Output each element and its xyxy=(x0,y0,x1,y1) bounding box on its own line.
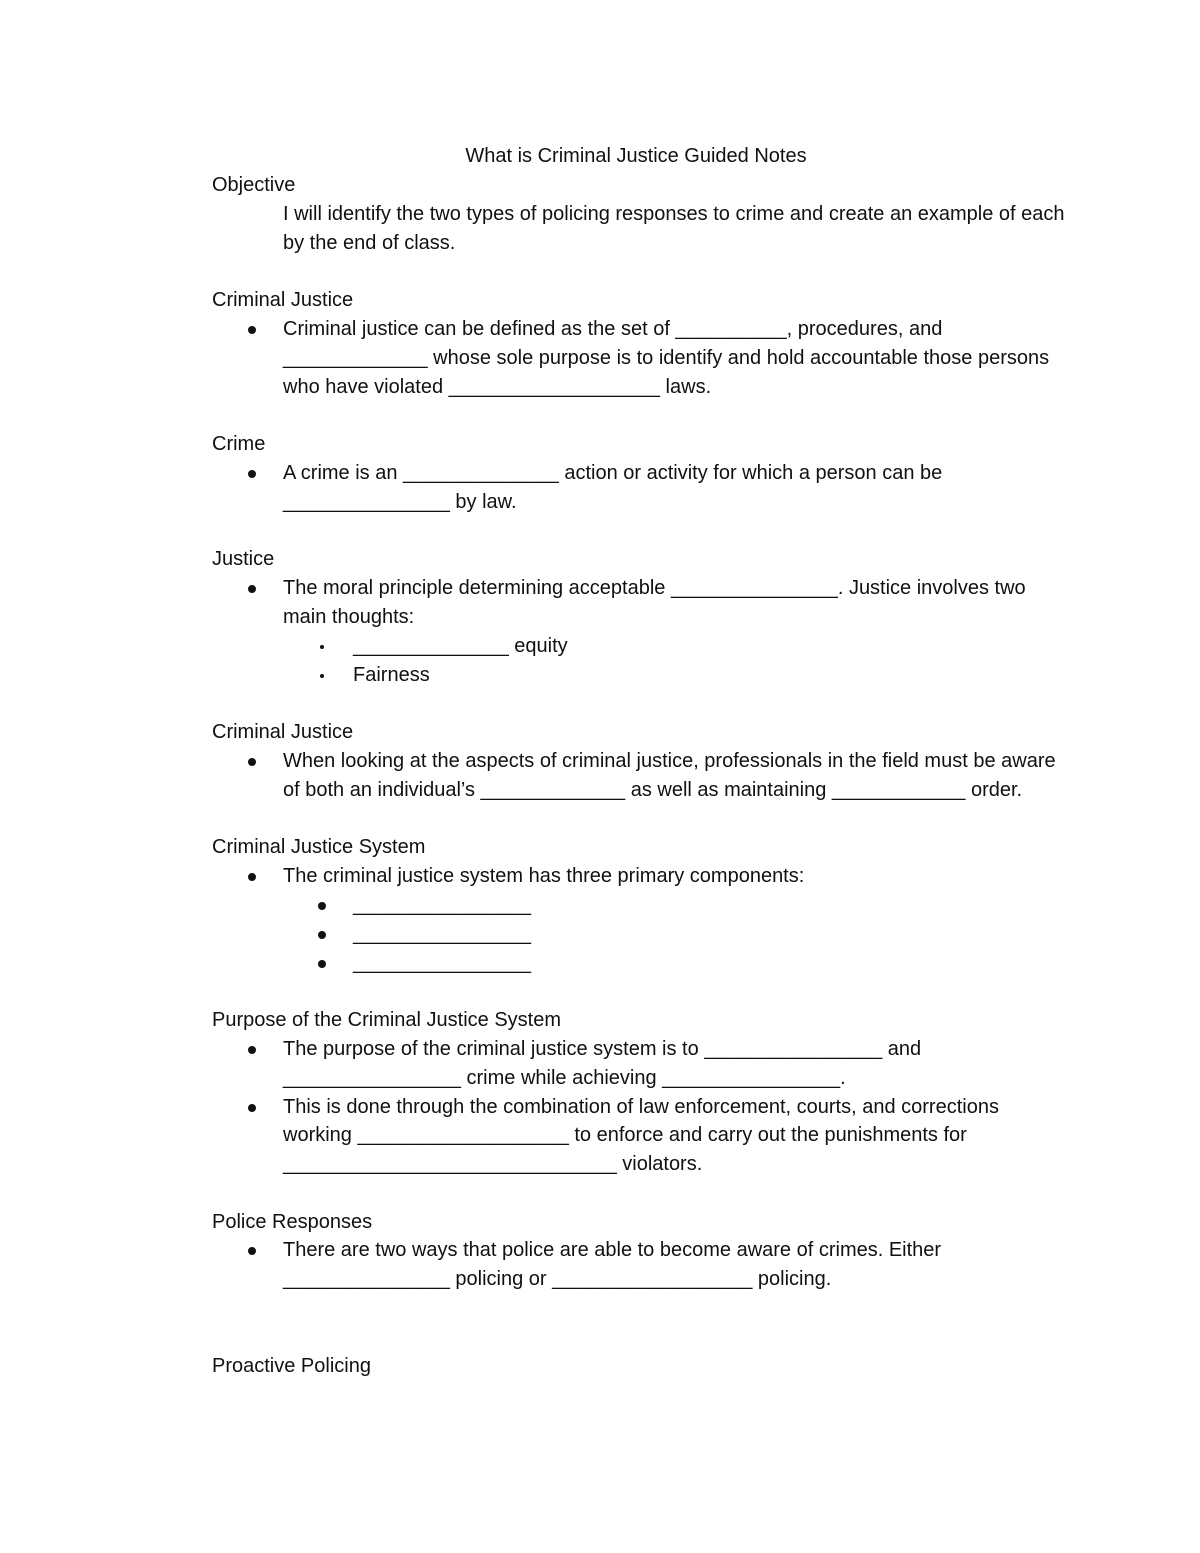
spacer xyxy=(212,805,1072,834)
bullet-item: A crime is an ______________ action or activity for which a person can be _______________ by law. xyxy=(283,459,1072,517)
bullet-item: When looking at the aspects of criminal justice, professionals in the field must be aware of both an individual’s _____________ as well as maintaining ____________ order. xyxy=(283,747,1072,805)
bullet-item xyxy=(283,574,1072,689)
section-heading: Proactive Policing xyxy=(212,1354,371,1377)
bullet-list xyxy=(212,862,1072,977)
section-criminal-justice-definition xyxy=(212,286,1072,401)
spacer xyxy=(212,977,1072,1006)
section-heading: Police Responses xyxy=(212,1210,373,1233)
sub-bullet-list xyxy=(283,891,1072,977)
bullet-list xyxy=(212,315,1072,401)
spacer xyxy=(212,257,1072,286)
bullet-text: The criminal justice system has three primary components: xyxy=(283,865,805,888)
bullet-list xyxy=(212,574,1072,689)
bullet-list xyxy=(212,1035,1072,1179)
section-purpose xyxy=(212,1006,1072,1179)
sub-bullet-item: ________________ xyxy=(353,891,1072,920)
document-body xyxy=(212,171,1072,1380)
spacer xyxy=(212,689,1072,718)
sub-bullet-list xyxy=(283,632,1072,690)
document-title: What is Criminal Justice Guided Notes xyxy=(465,145,807,167)
section-heading: Criminal Justice System xyxy=(212,836,426,859)
section-police-responses xyxy=(212,1208,1072,1294)
bullet-item: This is done through the combination of law enforcement, courts, and corrections working ___________________ to enforce and carry out the punishments for ______________________________ violators. xyxy=(283,1093,1072,1179)
bullet-text: The moral principle determining acceptable _______________. Justice involves two main thoughts: xyxy=(283,577,1026,628)
section-justice xyxy=(212,545,1072,689)
section-proactive-policing xyxy=(212,1352,1072,1381)
section-heading: Purpose of the Criminal Justice System xyxy=(212,1009,562,1032)
sub-bullet-item: ________________ xyxy=(353,949,1072,978)
bullet-list xyxy=(212,459,1072,517)
section-criminal-justice-aspects xyxy=(212,718,1072,804)
section-crime xyxy=(212,430,1072,516)
section-heading: Crime xyxy=(212,433,266,456)
section-heading: Objective xyxy=(212,174,296,196)
bullet-item: There are two ways that police are able to become aware of crimes. Either _______________ policing or __________________ policing. xyxy=(283,1236,1072,1294)
bullet-item: The purpose of the criminal justice system is to ________________ and ________________ crime while achieving ________________. xyxy=(283,1035,1072,1093)
section-heading: Justice xyxy=(212,548,275,571)
spacer xyxy=(212,1179,1072,1208)
section-heading: Criminal Justice xyxy=(212,721,354,744)
sub-bullet-item: Fairness xyxy=(353,661,1072,690)
objective-text: I will identify the two types of policing responses to crime and create an example of each by the end of class. xyxy=(283,202,1065,254)
bullet-item xyxy=(283,862,1072,977)
sub-bullet-item: ________________ xyxy=(353,920,1072,949)
spacer xyxy=(212,1294,1072,1352)
section-objective xyxy=(212,171,1072,257)
spacer xyxy=(212,517,1072,546)
section-heading: Criminal Justice xyxy=(212,289,354,312)
bullet-list xyxy=(212,747,1072,805)
sub-bullet-item: ______________ equity xyxy=(353,632,1072,661)
bullet-item: Criminal justice can be defined as the set of __________, procedures, and _____________ whose sole purpose is to identify and hold accountable those persons who have violated ___________________ laws. xyxy=(283,315,1072,401)
bullet-list xyxy=(212,1236,1072,1294)
section-criminal-justice-system xyxy=(212,833,1072,977)
spacer xyxy=(212,401,1072,430)
